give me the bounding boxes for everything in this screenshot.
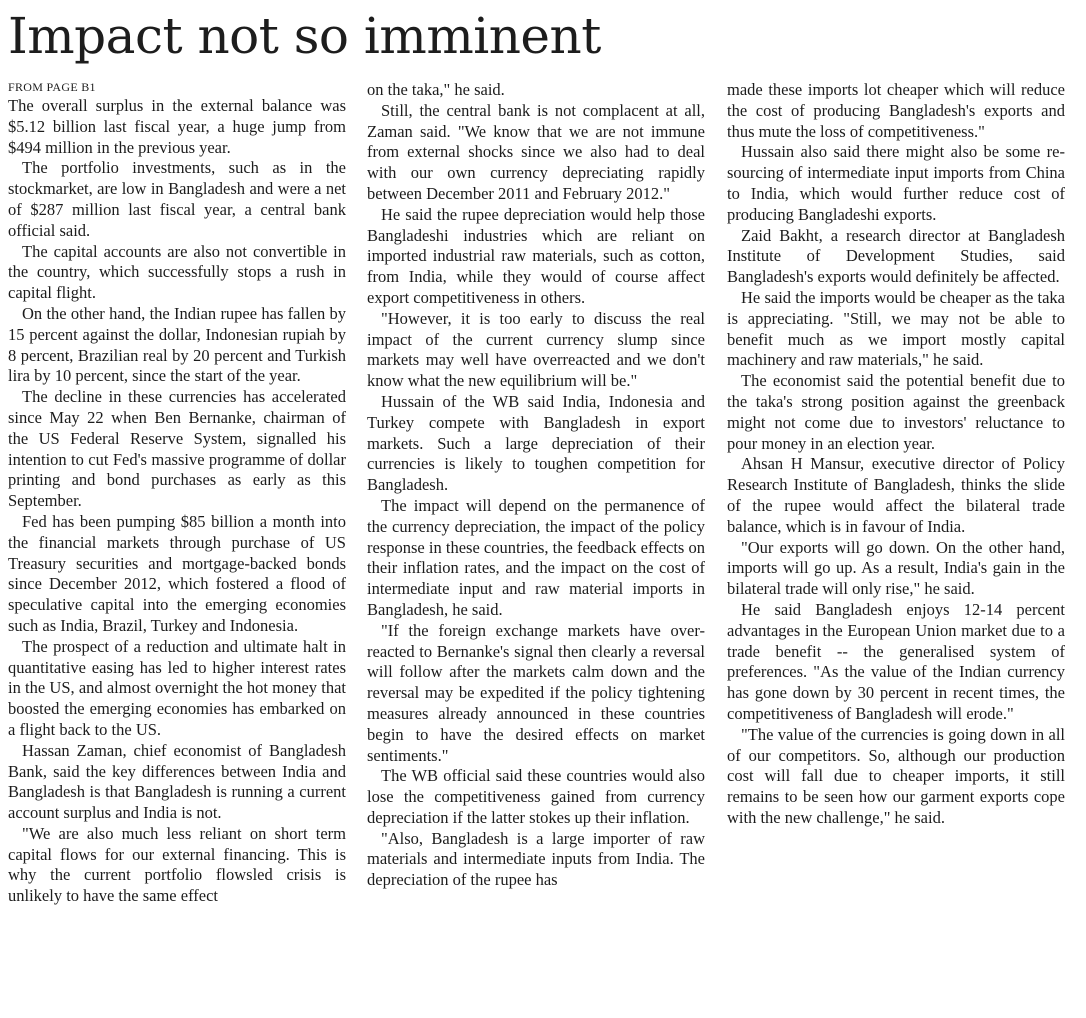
headline: Impact not so imminent: [8, 7, 601, 65]
paragraph: The capital accounts are also not convertible in the country, which successfully stops a rush in capital flight.: [8, 241, 346, 303]
paragraph: The overall surplus in the external balance was $5.12 billion last fiscal year, a huge jump from $494 million in the previous year.: [8, 96, 346, 157]
paragraph-continued: made these imports lot cheaper which will reduce the cost of producing Bangladesh's exports and thus mute the loss of competitiveness.": [727, 80, 1065, 141]
paragraph: The portfolio investments, such as in the stockmarket, are low in Bangladesh and were a net of $287 million last fiscal year, a central bank official said.: [8, 158, 346, 240]
paragraph: Zaid Bakht, a research director at Bangladesh Institute of Development Studies, said Bangladesh's exports would definitely be affected.: [727, 225, 1065, 287]
paragraph: Ahsan H Mansur, executive director of Policy Research Institute of Bangladesh, thinks the slide of the rupee would affect the bilateral trade balance, which is in favour of India.: [727, 454, 1065, 536]
paragraph-continued: on the taka," he said.: [367, 80, 505, 99]
paragraph: The economist said the potential benefit due to the taka's strong position against the greenback might not come due to investors' reluctance to pour money in an election year.: [727, 371, 1065, 453]
paragraph: "Our exports will go down. On the other hand, imports will go up. As a result, India's gain in the bilateral trade will only rise," he said.: [727, 537, 1065, 599]
paragraph: Hussain of the WB said India, Indonesia and Turkey compete with Bangladesh in export markets. Such a large depreciation of their currencies is likely to toughen competition for Bangladesh.: [367, 391, 705, 495]
paragraph: "However, it is too early to discuss the real impact of the current currency slump since markets may well have overreacted and we don't know what the new equilibrium will be.": [367, 308, 705, 391]
page-reference: FROM PAGE B1: [8, 80, 96, 94]
paragraph: "The value of the currencies is going down in all of our competitors. So, although our production cost will fall due to cheaper imports, it still remains to be seen how our garment exports cope with the new challenge," he said.: [727, 724, 1065, 827]
paragraph: The WB official said these countries would also lose the competitiveness gained from currency depreciation if the latter stokes up their inflation.: [367, 766, 705, 827]
paragraph: The prospect of a reduction and ultimate halt in quantitative easing has led to higher interest rates in the US, and almost overnight the hot money that boosted the emerging economies has embarked on a flight back to the US.: [8, 636, 346, 739]
paragraph: The impact will depend on the permanence of the currency depreciation, the impact of the policy response in these countries, the feedback effects on their inflation rates, and the impact on the cost of intermediate input and raw material imports in Bangladesh, he said.: [367, 495, 705, 619]
article-column-3: [727, 80, 1065, 1005]
paragraph: "Also, Bangladesh is a large importer of raw materials and intermediate inputs from India. The depreciation of the rupee has: [367, 828, 705, 890]
paragraph: "We are also much less reliant on short term capital flows for our external financing. This is why the current portfolio flowsled crisis is unlikely to have the same effect: [8, 823, 346, 906]
paragraph: "If the foreign exchange markets have over-reacted to Bernanke's signal then clearly a reversal will follow after the markets calm down and the reversal may be expedited if the policy tightening measures already announced in these countries begin to have the desired effects on market sentiments.": [367, 620, 705, 765]
paragraph: Fed has been pumping $85 billion a month into the financial markets through purchase of US Treasury securities and mortgage-backed bonds since December 2012, which fostered a flood of speculative capital into the emerging economies such as India, Brazil, Turkey and Indonesia.: [8, 511, 346, 635]
paragraph: Still, the central bank is not complacent at all, Zaman said. "We know that we are not immune from external shocks since we also had to deal with our own currency depreciating rapidly between December 2011 and February 2012.": [367, 100, 705, 203]
article-column-2: [367, 80, 705, 1005]
article-column-1: [8, 96, 346, 1005]
paragraph: Hussain also said there might also be some re-sourcing of intermediate input imports from China to India, which would further reduce cost of producing Bangladeshi exports.: [727, 142, 1065, 224]
paragraph: He said the rupee depreciation would help those Bangladeshi industries which are reliant on imported industrial raw materials, such as cotton, from India, while they would of course affect export competitiveness in others.: [367, 204, 705, 307]
paragraph: Hassan Zaman, chief economist of Bangladesh Bank, said the key differences between India and Bangladesh is that Bangladesh is running a current account surplus and India is not.: [8, 740, 346, 823]
paragraph: On the other hand, the Indian rupee has fallen by 15 percent against the dollar, Indonesian rupiah by 8 percent, Brazilian real by 20 percent and Turkish lira by 10 percent, since the start of the year.: [8, 303, 346, 386]
paragraph: The decline in these currencies has accelerated since May 22 when Ben Bernanke, chairman of the US Federal Reserve System, signalled his intention to cut Fed's massive programme of dollar printing and bond purchases as early as this September.: [8, 387, 346, 511]
paragraph: He said Bangladesh enjoys 12-14 percent advantages in the European Union market due to a trade benefit -- the generalised system of preferences. "As the value of the Indian currency has gone down by 30 percent in recent times, the competitiveness of Bangladesh will erode.": [727, 599, 1065, 723]
paragraph: He said the imports would be cheaper as the taka is appreciating. "Still, we may not be able to benefit much as we import mostly capital machinery and raw materials," he said.: [727, 287, 1065, 370]
